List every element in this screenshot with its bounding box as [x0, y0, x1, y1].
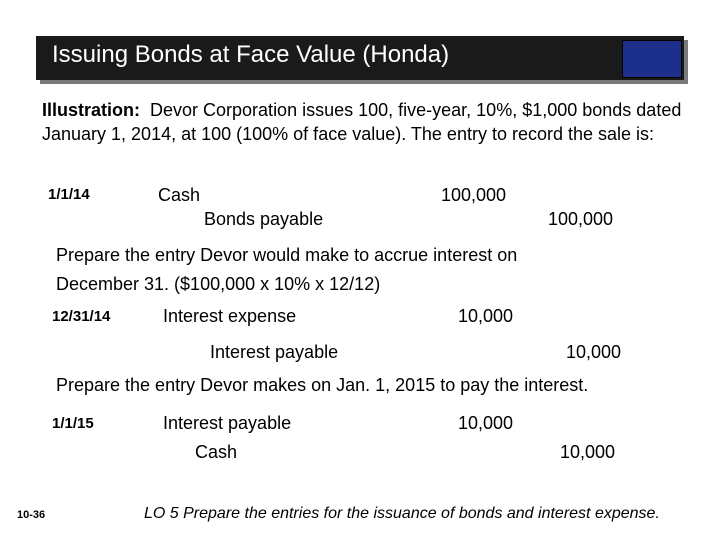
entry3-date: 1/1/15: [52, 415, 94, 432]
accrue-prompt-line2: December 31. ($100,000 x 10% x 12/12): [56, 274, 381, 294]
slide-title: Issuing Bonds at Face Value (Honda): [52, 41, 450, 68]
entry3-credit-amount: 10,000: [560, 442, 616, 462]
entry1-credit-account: Bonds payable: [204, 209, 324, 229]
entry1-date: 1/1/14: [48, 186, 90, 203]
title-accent-box: [622, 40, 682, 78]
entry2-credit-account: Interest payable: [210, 342, 339, 362]
entry2-credit-amount: 10,000: [566, 342, 622, 362]
accrue-prompt-line1: Prepare the entry Devor would make to accrue interest on: [56, 245, 518, 265]
entry2-debit-amount: 10,000: [458, 306, 514, 326]
entry1-debit-amount: 100,000: [441, 185, 507, 205]
entry1-debit-account: Cash: [158, 185, 201, 205]
title-bar: [36, 36, 684, 80]
entry3-credit-account: Cash: [195, 442, 238, 462]
illustration-text: Devor Corporation issues 100, five-year, 10%, $1,000 bonds dated January 1, 2014, at 100 (100% of face value). The entry to record the sale is:: [42, 100, 682, 144]
entry3-debit-amount: 10,000: [458, 413, 514, 433]
entry2-date: 12/31/14: [52, 308, 111, 325]
entry1-credit-amount: 100,000: [548, 209, 614, 229]
illustration-label: Illustration:: [42, 100, 140, 120]
illustration-paragraph: [42, 98, 692, 146]
slide-number: 10-36: [17, 509, 46, 521]
entry2-debit-account: Interest expense: [163, 306, 297, 326]
learning-objective: LO 5 Prepare the entries for the issuance of bonds and interest expense.: [144, 505, 660, 522]
entry3-debit-account: Interest payable: [163, 413, 292, 433]
pay-interest-prompt: Prepare the entry Devor makes on Jan. 1, 2015 to pay the interest.: [56, 375, 589, 395]
